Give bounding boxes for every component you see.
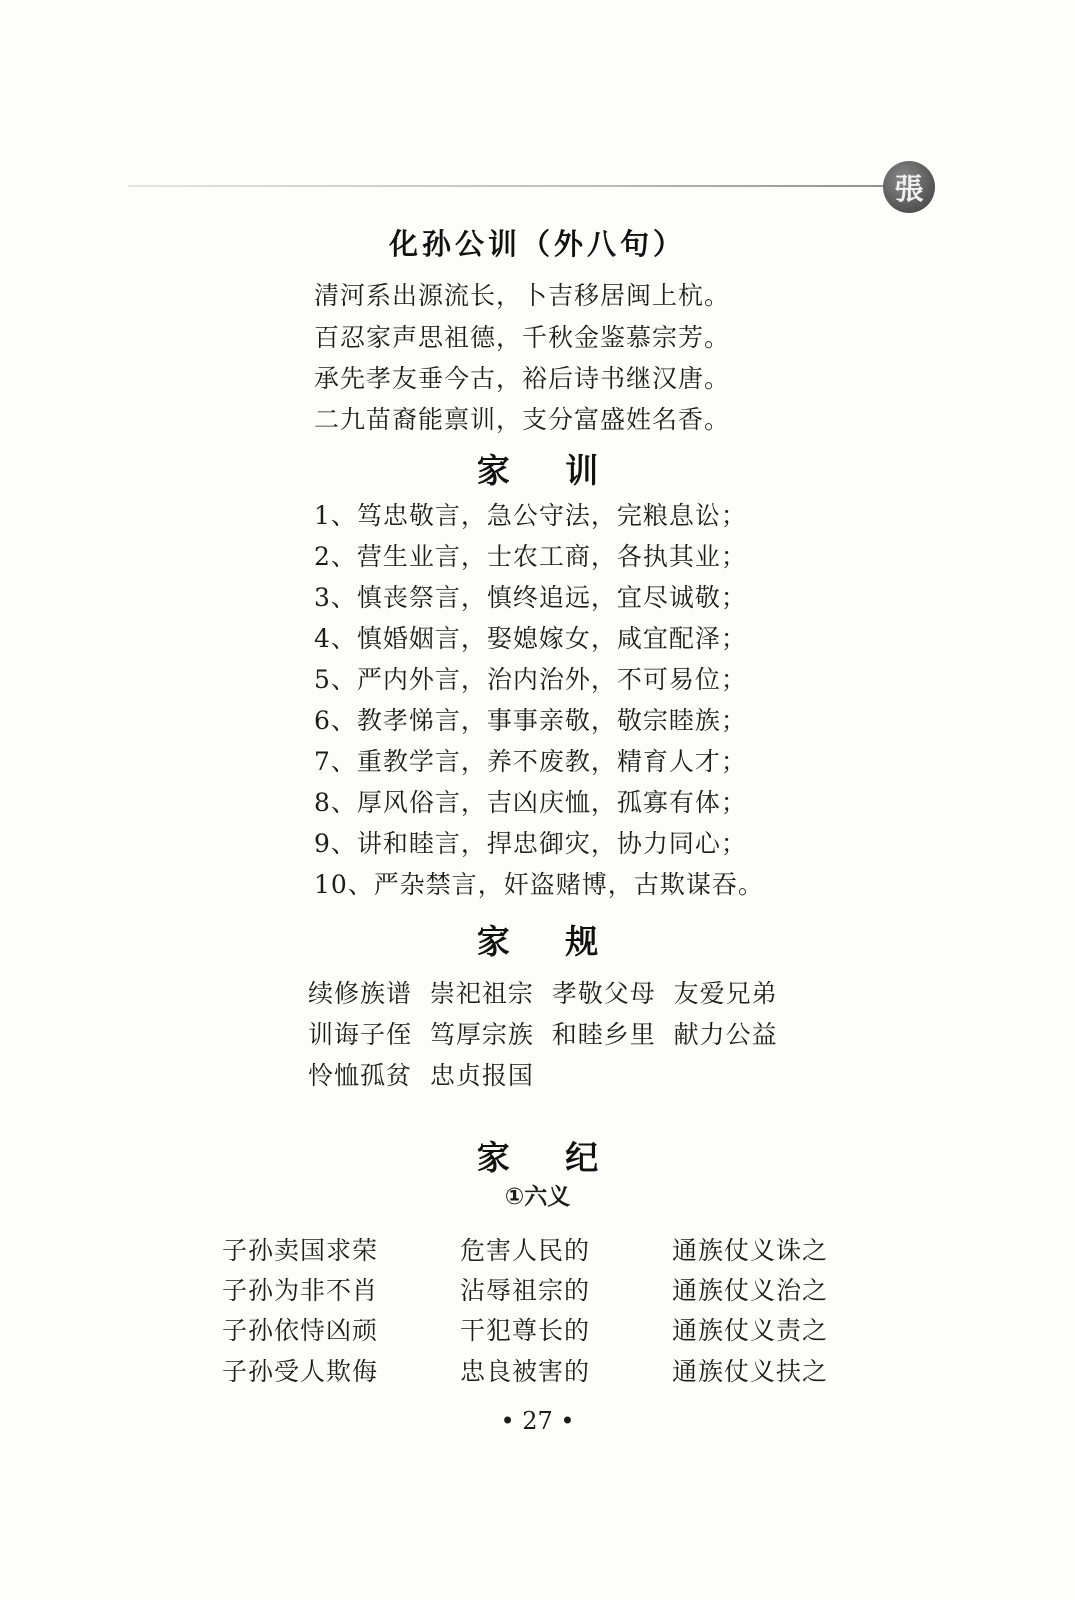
title-family-instructions: 家 训 <box>476 451 599 490</box>
title-huasun-instructions: 化孙公训（外八句） <box>388 227 686 261</box>
poem-line: 承先孝友垂今古，裕后诗书继汉唐。 <box>314 364 731 393</box>
poem-line: 清河系出源流长，卜吉移居闽上杭。 <box>314 281 731 310</box>
surname-seal: 張 <box>883 161 935 213</box>
poem-line: 百忍家声思祖德，千秋金鉴慕宗芳。 <box>314 323 731 352</box>
discipline-cell: 危害人民的 <box>460 1236 591 1265</box>
instruction-item: 10、严杂禁言，奸盗赌博，古欺谋吞。 <box>314 870 764 899</box>
discipline-cell: 通族仗义治之 <box>672 1276 829 1305</box>
poem-line: 二九苗裔能禀训，支分富盛姓名香。 <box>314 405 731 434</box>
instruction-item: 9、讲和睦言，捍忠御灾，协力同心； <box>314 829 747 858</box>
discipline-cell: 通族仗义扶之 <box>672 1357 829 1386</box>
instruction-item: 1、笃忠敬言，急公守法，完粮息讼； <box>314 501 747 530</box>
discipline-cell: 忠良被害的 <box>460 1357 591 1386</box>
subtitle-six-duties: ①六义 <box>504 1184 571 1210</box>
header-rule <box>128 185 898 187</box>
rules-line: 怜恤孤贫 忠贞报国 <box>308 1061 534 1090</box>
instruction-item: 5、严内外言，治内治外，不可易位； <box>314 665 747 694</box>
discipline-cell: 干犯尊长的 <box>460 1316 591 1345</box>
instruction-item: 3、慎丧祭言，慎终追远，宜尽诚敬； <box>314 583 747 612</box>
discipline-cell: 沾辱祖宗的 <box>460 1276 591 1305</box>
discipline-cell: 通族仗义诛之 <box>672 1236 829 1265</box>
rules-line: 续修族谱 崇祀祖宗 孝敬父母 友爱兄弟 <box>308 979 778 1008</box>
discipline-cell: 子孙卖国求荣 <box>222 1236 379 1265</box>
rules-line: 训诲子侄 笃厚宗族 和睦乡里 献力公益 <box>308 1020 778 1049</box>
instruction-item: 8、厚风俗言，吉凶庆恤，孤寡有体； <box>314 788 747 817</box>
title-family-discipline: 家 纪 <box>476 1138 599 1177</box>
discipline-cell: 子孙依恃凶顽 <box>222 1316 379 1345</box>
instruction-item: 4、慎婚姻言，娶媳嫁女，咸宜配泽； <box>314 624 747 653</box>
discipline-cell: 子孙为非不肖 <box>222 1276 379 1305</box>
instruction-item: 7、重教学言，养不废教，精育人才； <box>314 747 747 776</box>
discipline-cell: 通族仗义责之 <box>672 1316 829 1345</box>
title-family-rules: 家 规 <box>476 922 599 961</box>
page-number: • 27 • <box>500 1407 575 1435</box>
discipline-cell: 子孙受人欺侮 <box>222 1357 379 1386</box>
instruction-item: 6、教孝悌言，事事亲敬，敬宗睦族； <box>314 706 747 735</box>
instruction-item: 2、营生业言，士农工商，各执其业； <box>314 542 747 571</box>
